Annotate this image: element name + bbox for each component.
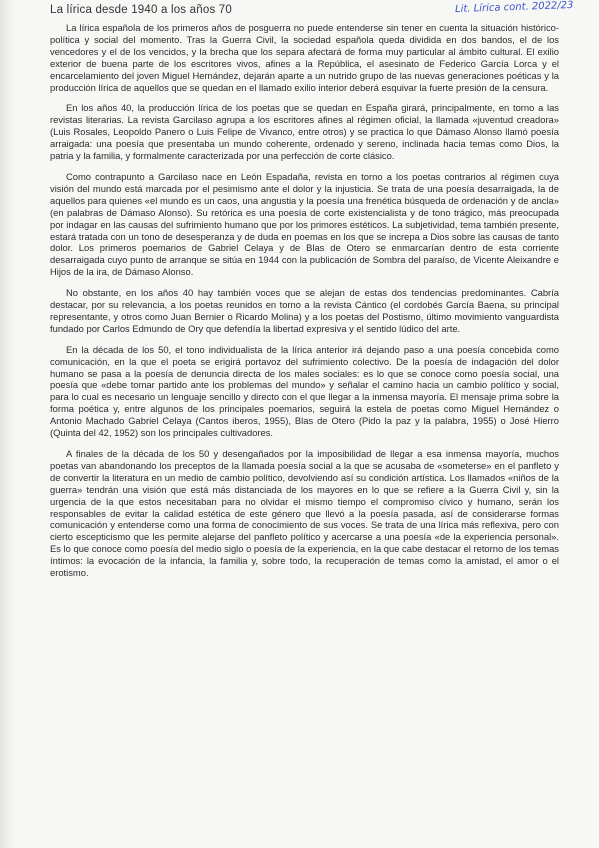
- page-header: [50, 0, 574, 20]
- paragraph-medio-siglo: A finales de la década de los 50 y desengañados por la imposibilidad de llegar a esa inmensa mayoría, muchos poetas van abandonando los preceptos de la llamada poesía social a la que se acusaba de «someterse» en el panfleto y de convertir la literatura en un medio de cambio político, devolviendo así su condición artística. Los llamados «niños de la guerra» tendrán una visión que está más distanciada de los mayores en lo que se refiere a la Guerra Civil y, sin la urgencia de la que estos necesitaban para no olvidar el mismo tiempo el compromiso cívico y humano, serán los responsables de evitar la calidad estética de este género que llevó a la poesía pasada, así de considerarse formas comunicación y entenderse como una forma de conocimiento de sus voces. Se trata de una lírica más reflexiva, pero con cierto escepticismo que les permite alejarse del panfleto político y acercarse a una poesía «de la experiencia personal». Es lo que conoce como poesía del medio siglo o poesía de la experiencia, en la que cabe destacar el retorno de los temas íntimos: la evocación de la infancia, la familia y, sobre todo, la recuperación de temas como la amistad, el amor o el erotismo.: [50, 448, 559, 579]
- paragraph-postwar-context: La lírica española de los primeros años de posguerra no puede entenderse sin tener en cuenta la situación histórico-política y social del momento. Tras la Guerra Civil, la sociedad española queda dividida en dos bandos, el de los vencedores y el de los vencidos, y la brecha que los separa afectará de forma muy particular al ámbito cultural. El exilio exterior de buena parte de los escritores vivos, afines a la República, el asesinato de Federico García Lorca y el encarcelamiento del joven Miguel Hernández, dejarán aparte a un nutrido grupo de las nuevas generaciones poéticas y la producción lírica de aquellos que se quedan en el llamado exilio interior deberá esquivar la fuerte presión de la censura.: [50, 22, 559, 93]
- paragraph-cantico-postismo: No obstante, en los años 40 hay también voces que se alejan de estas dos tendencias predominantes. Cabría destacar, por su relevancia, a los poetas reunidos en torno a la revista Cántico (el cordobés García Baena, su principal representante, y otros como Juan Bernier o Ricardo Molina) y a los poetas del Postismo, último movimiento vanguardista fundado por Carlos Edmundo de Ory que defendía la libertad expresiva y el sentido lúdico del arte.: [50, 287, 559, 334]
- paragraph-espadana-desarraigada: Como contrapunto a Garcilaso nace en León Espadaña, revista en torno a los poetas contrarios al régimen cuya visión del mundo está marcada por el pesimismo ante el dolor y la injusticia. Se trata de una poesía desarraigada, la de aquellos para quienes «el mundo es un caos, una angustia y la poesía una frenética búsqueda de ordenación y de ancla» (en palabras de Dámaso Alonso). Su retórica es una poesía de corte existencialista y de tono trágico, más preocupada por indagar en las causas del sufrimiento humano que por los primores estéticos. La subjetividad, tema también presente, estará tratada con un tono de desesperanza y de duda en poemas en los que se increpa a Dios sobre las causas de tanto dolor. Los primeros poemarios de Gabriel Celaya y de Blas de Otero se enmarcarían dentro de esta corriente desarraigada cuyo punto de arranque se sitúa en 1944 con la publicación de Sombra del paraíso, de Vicente Aleixandre e Hijos de la ira, de Dámaso Alonso.: [50, 170, 559, 278]
- handwritten-note: Lit. Lírica cont. 2022/23: [454, 0, 574, 16]
- paragraph-fifties-social-poetry: En la década de los 50, el tono individualista de la lírica anterior irá dejando paso a una poesía concebida como comunicación, en la que el poeta se erigirá portavoz del sufrimiento colectivo. De la poesía de indagación del dolor humano se pasa a la poesía de denuncia directa de los males sociales: es lo que se conoce como poesía social, una poesía que «debe tomar partido ante los problemas del mundo» y señalar el camino hacia un cambio político y social, para lo cual es necesario un lenguaje sencillo y directo con el que llegar a la inmensa mayoría. El mensaje prima sobre la forma poética y, entre algunos de los principales poemarios, seguirá la estela de poetas como Miguel Hernández o Antonio Machado Gabriel Celaya (Cantos iberos, 1955), Blas de Otero (Pido la paz y la palabra, 1955) o José Hierro (Quinta del 42, 1952) son los principales cultivadores.: [50, 343, 559, 439]
- running-title: La lírica desde 1940 a los años 70: [50, 4, 232, 16]
- scan-shadow-edge: [0, 0, 14, 848]
- paragraph-forties-garcilaso: En los años 40, la producción lírica de los poetas que se quedan en España girará, principalmente, en torno a las revistas literarias. La revista Garcilaso agrupa a los escritores afines al régimen oficial, la llamada «juventud creadora» (Luis Rosales, Leopoldo Panero o Luis Felipe de Vivanco, entre otros) y se practica lo que Dámaso Alonso llamó poesía arraigada: una poesía que presentaba un mundo coherente, ordenado y sereno, inclinada hacia temas como Dios, la patria y la familia, y formalmente caracterizada por una perfección de corte clásico.: [50, 102, 559, 162]
